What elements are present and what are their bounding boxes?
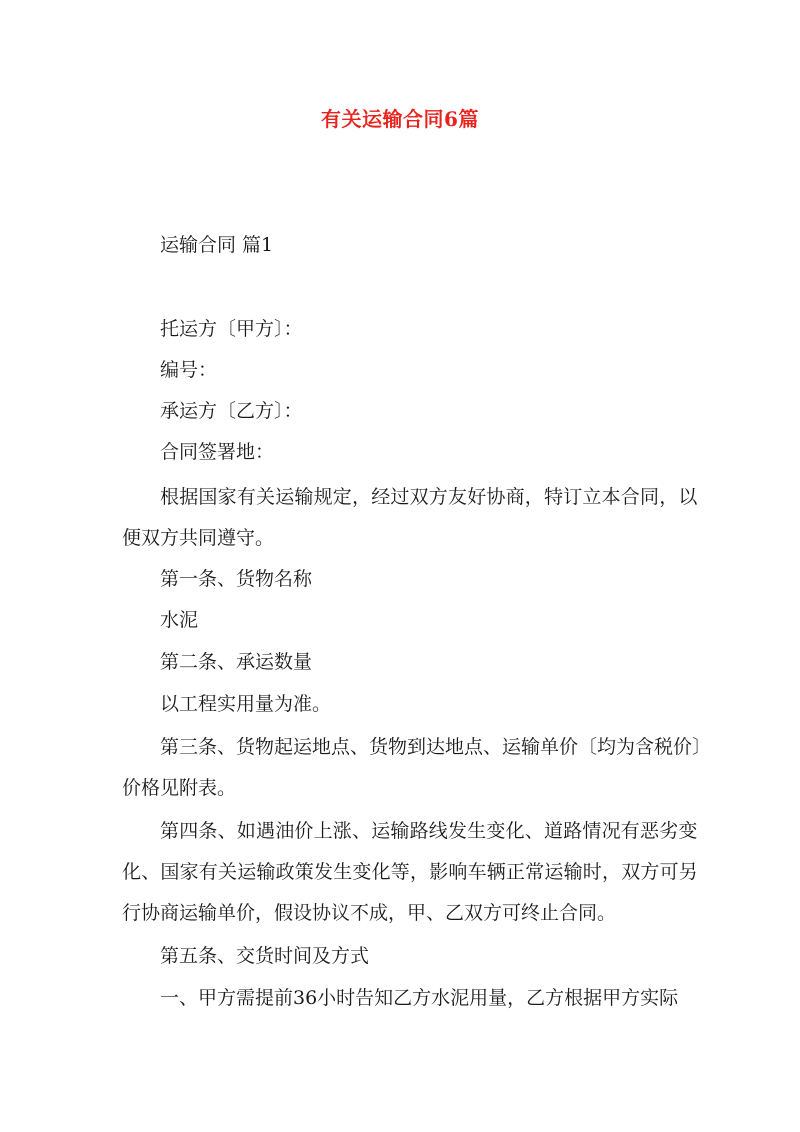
- signing-place-field: 合同签署地：: [160, 441, 275, 463]
- article-2-content: 以工程实用量为准。: [160, 693, 332, 715]
- shipper-field: 托运方〔甲方〕：: [160, 318, 303, 340]
- article-1-heading: 第一条、货物名称: [160, 568, 313, 590]
- article-4-line-2: 化、国家有关运输政策发生变化等，影响车辆正常运输时，双方可另: [122, 861, 699, 883]
- article-3-line-2: 价格见附表。: [122, 777, 237, 799]
- article-5-heading: 第五条、交货时间及方式: [160, 945, 370, 967]
- article-1-content: 水泥: [160, 609, 199, 631]
- article-4-line-1: 第四条、如遇油价上涨、运输路线发生变化、道路情况有恶劣变: [160, 820, 698, 842]
- document-title: 有关运输合同6篇: [321, 107, 479, 131]
- preamble-line-1: 根据国家有关运输规定，经过双方友好协商，特订立本合同，以: [160, 486, 698, 508]
- carrier-field: 承运方〔乙方〕：: [160, 400, 303, 422]
- article-3-line-1: 第三条、货物起运地点、货物到达地点、运输单价〔均为含税价〕: [160, 736, 712, 758]
- section-heading: 运输合同 篇1: [160, 234, 274, 256]
- article-2-heading: 第二条、承运数量: [160, 651, 313, 673]
- preamble-line-2: 便双方共同遵守。: [122, 527, 275, 549]
- article-5-clause-1: 一、甲方需提前36小时告知乙方水泥用量，乙方根据甲方实际: [160, 987, 679, 1009]
- article-4-line-3: 行协商运输单价，假设协议不成，甲、乙双方可终止合同。: [122, 902, 617, 924]
- contract-number-field: 编号：: [160, 359, 218, 381]
